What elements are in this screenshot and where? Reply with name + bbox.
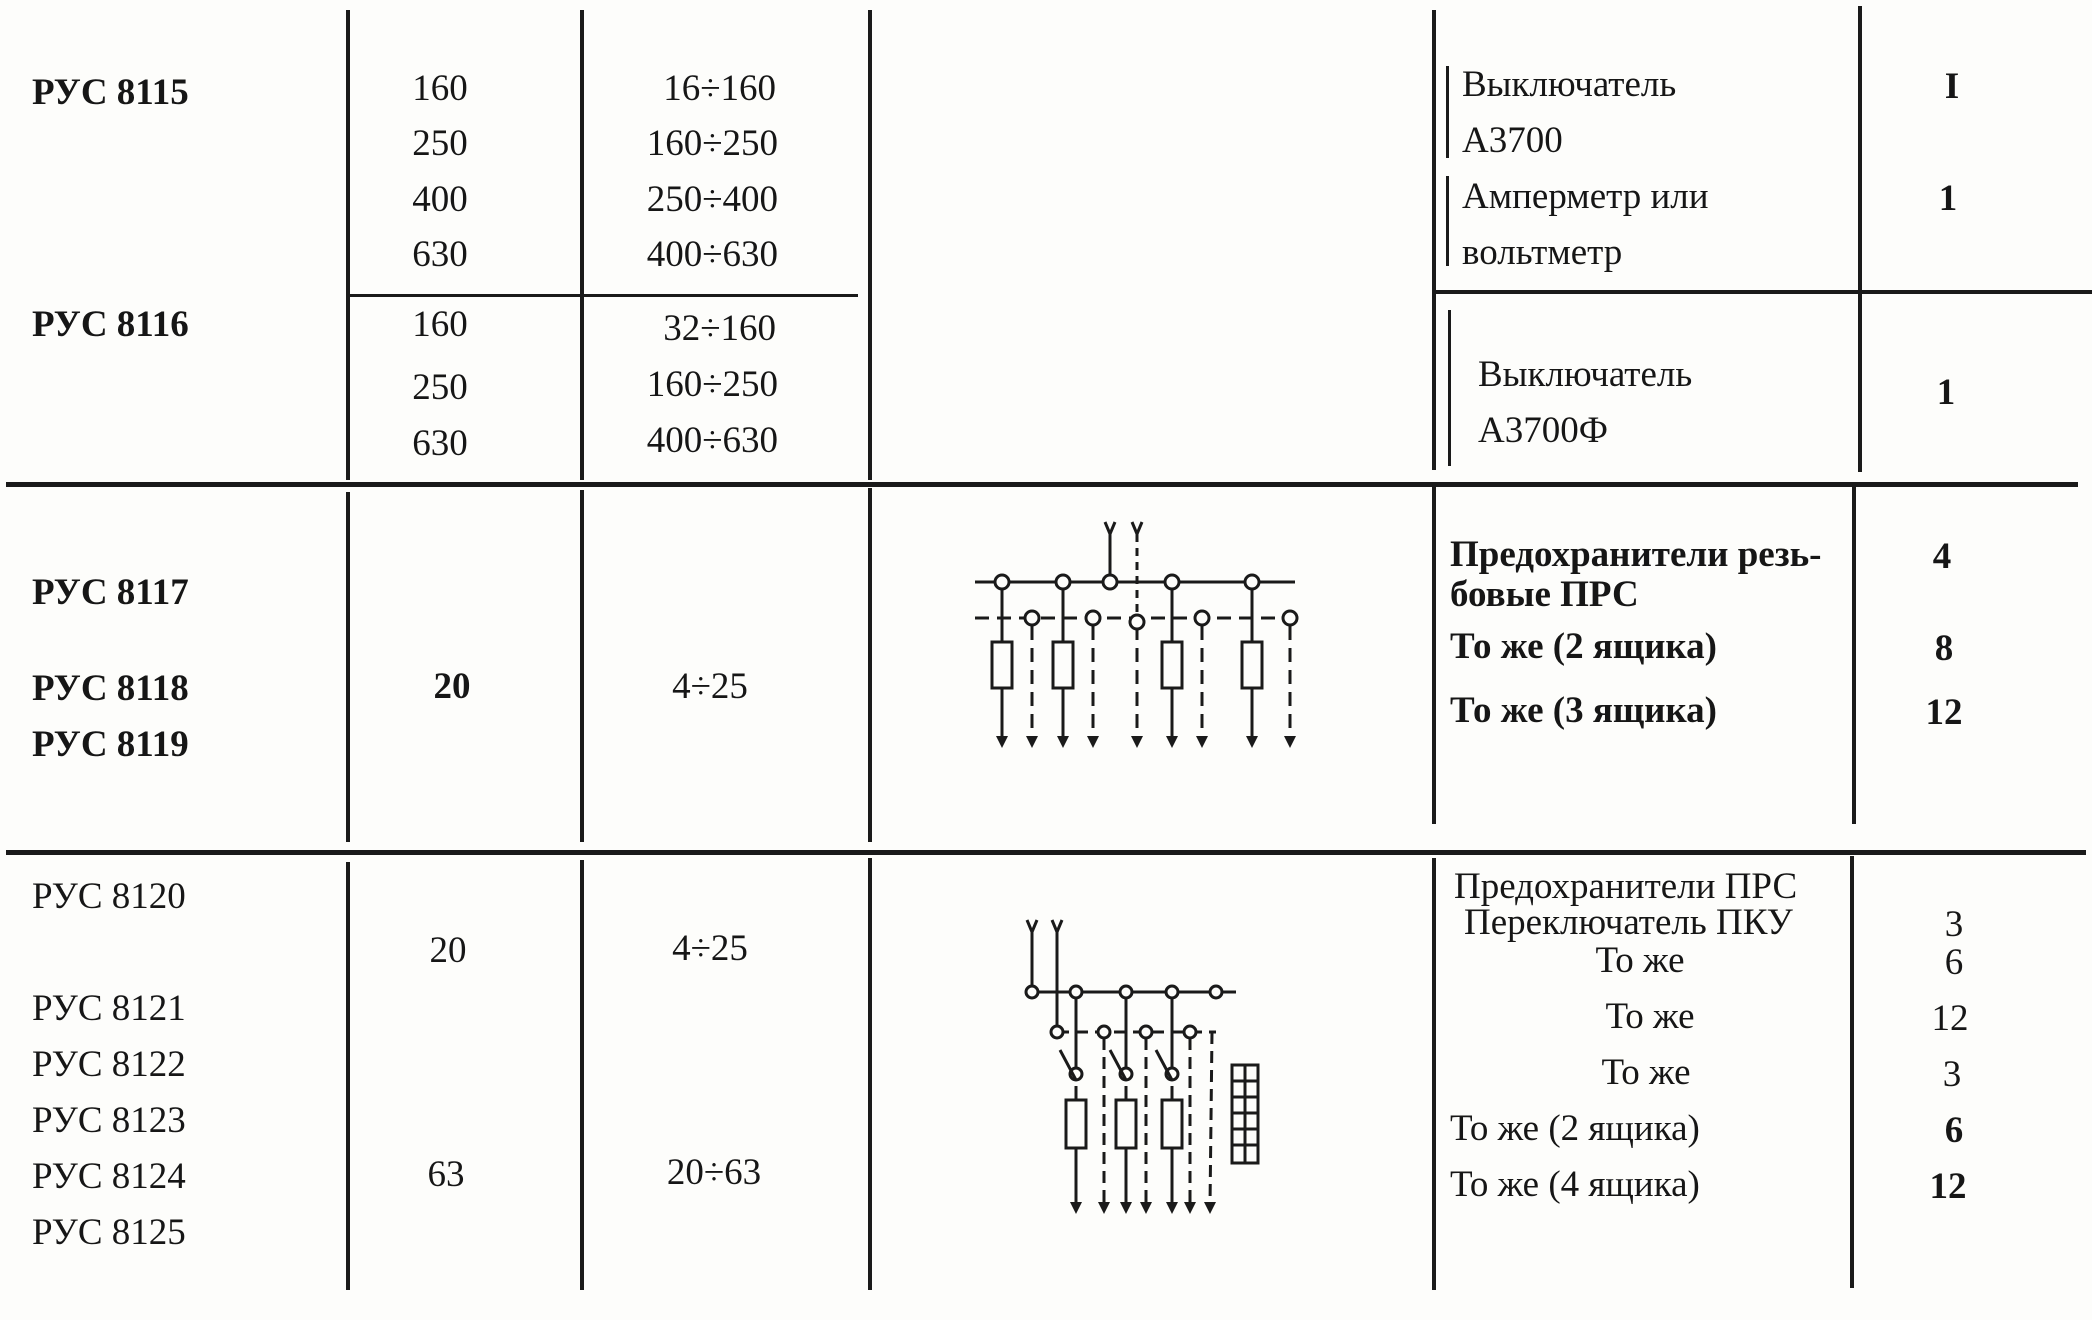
equipment-name: То же <box>1601 1052 1691 1093</box>
equipment-qty: I <box>1944 66 1960 107</box>
rated-current: 250 <box>412 367 468 408</box>
brace <box>1448 310 1451 466</box>
model-label: РУС 8121 <box>32 988 186 1029</box>
current-range: 20÷63 <box>666 1152 762 1193</box>
column-line <box>580 490 584 842</box>
equipment-name: Переключатель ПКУ <box>1464 902 1793 943</box>
switch-fuse-schematic <box>1020 910 1280 1240</box>
rated-current: 63 <box>427 1154 465 1195</box>
equipment-name: То же (3 ящика) <box>1450 690 1718 731</box>
model-label: РУС 8123 <box>32 1100 186 1141</box>
rated-current: 20 <box>433 666 471 707</box>
current-range: 32÷160 <box>663 308 776 349</box>
rated-current: 400 <box>412 179 468 220</box>
model-label: РУС 8118 <box>32 668 189 709</box>
column-line <box>1850 856 1854 1288</box>
equipment-name: А3700Ф <box>1478 410 1608 451</box>
current-range: 160÷250 <box>646 364 778 405</box>
rated-current: 630 <box>412 423 468 464</box>
equipment-qty: 4 <box>1932 536 1952 577</box>
equipment-name: То же (2 ящика) <box>1450 1108 1700 1149</box>
fuse-distribution-schematic <box>960 500 1300 760</box>
equipment-name: То же <box>1595 940 1685 981</box>
equipment-name: Предохранители ПРС <box>1454 866 1798 907</box>
model-label: РУС 8116 <box>32 304 189 345</box>
equipment-qty: 12 <box>1929 1166 1967 1207</box>
model-label: РУС 8119 <box>32 724 189 765</box>
column-line <box>1432 486 1436 824</box>
current-range: 400÷630 <box>646 420 778 461</box>
equipment-name: Предохранители резь- <box>1450 534 1822 575</box>
equipment-name: То же <box>1605 996 1695 1037</box>
rated-current: 250 <box>412 123 468 164</box>
rated-current: 160 <box>412 304 468 345</box>
rated-current: 630 <box>412 234 468 275</box>
brace <box>1446 176 1449 266</box>
equipment-name: вольтметр <box>1462 232 1623 273</box>
equipment-name: Выключатель <box>1478 354 1693 395</box>
column-line <box>868 488 872 842</box>
equipment-name: бовые ПРС <box>1450 574 1639 615</box>
equipment-name: То же (4 ящика) <box>1450 1164 1700 1205</box>
column-line <box>868 10 872 480</box>
current-range: 250÷400 <box>646 179 778 220</box>
current-range: 16÷160 <box>663 68 776 109</box>
equipment-name: То же (2 ящика) <box>1450 626 1718 667</box>
equipment-qty: 3 <box>1942 1054 1962 1095</box>
model-label: РУС 8115 <box>32 72 189 113</box>
equipment-qty: 6 <box>1944 1110 1964 1151</box>
column-line <box>868 858 872 1290</box>
rated-current: 20 <box>429 930 467 971</box>
row-divider <box>6 850 2086 855</box>
column-line <box>1852 484 1856 824</box>
equipment-qty: 1 <box>1936 372 1956 413</box>
equipment-qty: 12 <box>1931 998 1969 1039</box>
rated-current: 160 <box>412 68 468 109</box>
equipment-name: Выключатель <box>1462 64 1677 105</box>
column-line <box>346 492 350 842</box>
column-line <box>580 10 584 480</box>
equipment-name: А3700 <box>1462 120 1563 161</box>
equipment-qty: 6 <box>1944 942 1964 983</box>
equipment-qty: 8 <box>1934 628 1954 669</box>
model-label: РУС 8122 <box>32 1044 186 1085</box>
current-range: 4÷25 <box>672 928 748 969</box>
column-line <box>1858 6 1862 472</box>
model-label: РУС 8117 <box>32 572 189 613</box>
model-label: РУС 8125 <box>32 1212 186 1253</box>
row-divider <box>346 294 858 297</box>
row-divider <box>1436 290 2092 294</box>
model-label: РУС 8120 <box>32 876 186 917</box>
model-label: РУС 8124 <box>32 1156 186 1197</box>
equipment-qty: 3 <box>1944 904 1964 945</box>
column-line <box>1432 10 1436 470</box>
brace <box>1446 66 1449 158</box>
column-line <box>1432 858 1436 1290</box>
equipment-name: Амперметр или <box>1462 176 1709 217</box>
equipment-qty: 12 <box>1925 692 1963 733</box>
column-line <box>580 860 584 1290</box>
current-range: 4÷25 <box>672 666 748 707</box>
row-divider <box>6 482 2078 487</box>
column-line <box>346 10 350 480</box>
equipment-qty: 1 <box>1938 178 1958 219</box>
current-range: 400÷630 <box>646 234 778 275</box>
column-line <box>346 862 350 1290</box>
current-range: 160÷250 <box>646 123 778 164</box>
